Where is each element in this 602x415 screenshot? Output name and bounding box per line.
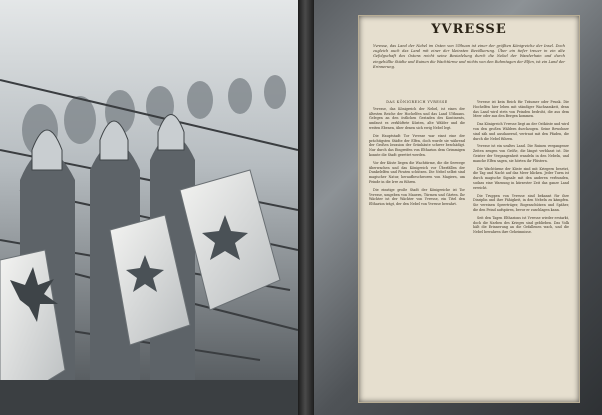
paragraph: Die einstige große Stadt der Königreiche ist Tor Yvresse, umgeben von Mauern, Türmen und Gärten. Ihr Wächter ist der Wächter von Yvresse, ein Titel den Eltharion trägt, der den Nebel von Yvresse bewahrt.: [369, 187, 465, 207]
book-gutter: [298, 0, 314, 415]
right-column: [473, 100, 569, 238]
text-page: [314, 0, 602, 415]
paragraph: Die Truppen von Yvresse sind bekannt für ihre Disziplin und ihre Fähigkeit, in den Nebeln zu kämpfen. Sie vereinen Speerträger, Bogenschützen und Späher, die den Feind aufspüren, bevor er zuschlagen kann.: [473, 193, 569, 212]
paragraph: Yvresse ist kein Reich für Träumer oder Prunk. Die Hochelfen hier leben mit ständiger Wachsamkeit, denn das Land wird stets von Feinden bedroht, die aus dem Meer oder aus den Bergen kommen.: [473, 100, 569, 119]
paragraph: Die Hauptstadt Tor Yvresse war einst eine der prächtigsten Städte der Elfen, doch wurde sie während der Großen Invasion der Grünhäute schwer beschädigt. Nur durch das Eingreifen von Eltharion dem Grimmigen konnte die Stadt gerettet werden.: [369, 133, 465, 157]
paragraph: Das Königreich Yvresse liegt an der Ostküste und wird von den großen Wäldern durchzogen. Seine Bewohner sind zäh und ausdauernd, vertraut mit den Pfaden, die durch die Nebel führen.: [473, 122, 569, 141]
paragraph: Vor der Küste liegen die Wachtürme, die die Seewege überwachen und das Königreich vor Überfällen der Dunkelelfen und Piraten schützen. Die Nebel selbst sind magischer Natur, heraufbeschworen von Magiern, um Feinde in die Irre zu führen.: [369, 160, 465, 184]
illustration-page: [0, 0, 298, 415]
left-column: [369, 100, 465, 210]
page-title: YVRESSE: [431, 22, 507, 37]
parchment-panel: [358, 15, 580, 403]
paragraph: Yvresse, das Königreich der Nebel, ist eines der ältesten Reiche der Hochelfen und das Land Ulthuans. Gelegen an den östlichen Gestaden des Kontinents, umfasst es zerklüftete Küsten, alte Wälder und die weiten Ebenen, über denen sich ewig Nebel legt.: [369, 106, 465, 130]
intro-paragraph: Yvresse, das Land der Nebel im Osten von Ulthuan ist einer der größten Königreiche der Insel. Doch zugleich auch das Land mit einer der kleinsten Bevölkerung. Über ein tiefer treuer in ein alte Gefolgschaft des Ostens reicht seine Besiedelung durch die Nebel der Wanderhain und durch eingehüllte Städte und Ruinen die Wachtürme und nichts von den Ruhmtagen der Elfen, ist ein Land der Erinnerung.: [373, 44, 565, 69]
paragraph: Die Wachtürme der Küste sind mit Kriegern besetzt, die Tag und Nacht auf das Meer blicken. Jeder Turm ist durch magische Signale mit den anderen verbunden, sodass eine Warnung in kürzester Zeit das ganze Land erreicht.: [473, 166, 569, 190]
elf-army-illustration: [0, 0, 298, 415]
paragraph: Yvresse ist ein uraltes Land. Die Ruinen vergangener Zeiten zeugen von Größe, die längst verblasst ist. Die Geister der Vergangenheit wandeln in den Nebeln, und manche Elfen sagen, sie hörten ihr Flüstern.: [473, 144, 569, 163]
paragraph: Seit den Tagen Eltharions ist Yvresse wieder erstarkt, doch die Narben des Krieges sind geblieben. Das Volk hält die Erinnerung an die Gefallenen wach, und die Nebel bewahren ihre Geheimnisse.: [473, 215, 569, 235]
section-heading: DAS KÖNIGREICH YVRESSE: [386, 100, 448, 104]
